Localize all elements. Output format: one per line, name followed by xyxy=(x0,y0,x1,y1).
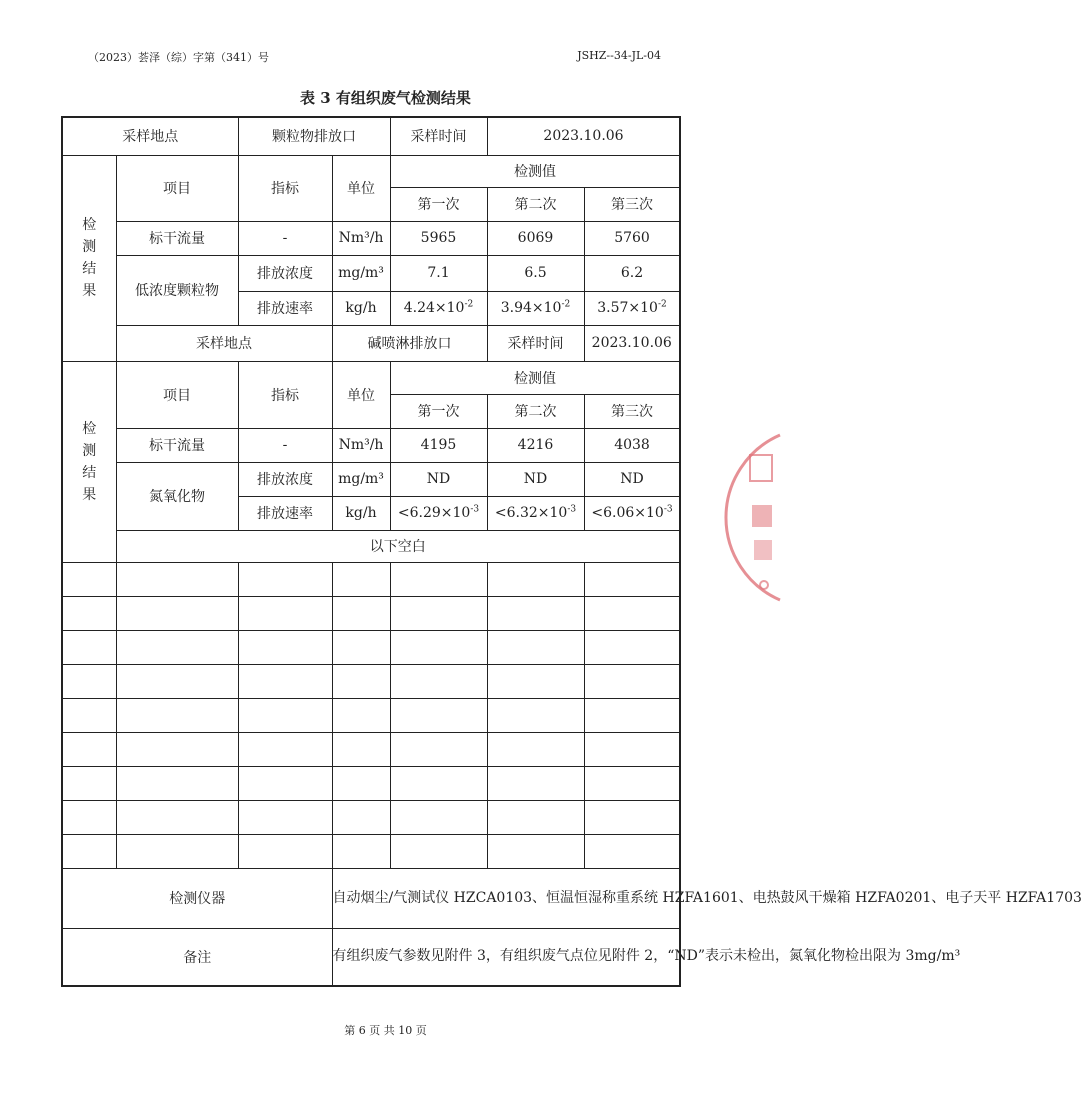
item-header: 项目 xyxy=(116,155,238,221)
test-value-header: 检测值 xyxy=(390,361,680,394)
flow-run1: 5965 xyxy=(390,221,487,255)
rate-run3 xyxy=(584,291,680,325)
pollutant-name: 低浓度颗粒物 xyxy=(116,255,238,325)
vertical-label-text: 检 测 结 果 xyxy=(82,420,97,503)
rate-exponent: -2 xyxy=(464,299,474,310)
instrument-text: 自动烟尘/气测试仪 HZCA0103、恒温恒湿称重系统 HZFA1601、电热鼓风干燥箱 HZFA0201、电子天平 HZFA1703 xyxy=(332,868,680,928)
conc-row xyxy=(62,255,680,291)
instrument-label: 检测仪器 xyxy=(62,868,332,928)
flow-run2: 4216 xyxy=(487,428,584,462)
empty-row xyxy=(62,766,680,800)
conc-unit: mg/m³ xyxy=(332,255,390,291)
conc-run3: ND xyxy=(584,462,680,496)
page-footer: 第 6 页 共 10 页 xyxy=(344,1024,427,1037)
run3-header: 第三次 xyxy=(584,187,680,221)
sampling-point-label: 采样地点 xyxy=(62,117,238,155)
document-code: JSHZ--34-JL-04 xyxy=(577,49,661,62)
sampling-time-label: 采样时间 xyxy=(487,325,584,361)
item-header: 项目 xyxy=(116,361,238,428)
remark-row xyxy=(62,928,680,986)
flow-label: 标干流量 xyxy=(116,221,238,255)
rate-mantissa: 3.94×10 xyxy=(500,300,562,316)
rate-exponent: -3 xyxy=(663,504,673,515)
rate-exponent: -3 xyxy=(470,504,480,515)
rate-unit: kg/h xyxy=(332,291,390,325)
run1-header: 第一次 xyxy=(390,394,487,428)
rate-mantissa: <6.29×10 xyxy=(397,505,471,521)
empty-row xyxy=(62,596,680,630)
conc-run1: ND xyxy=(390,462,487,496)
empty-row xyxy=(62,800,680,834)
unit-header: 单位 xyxy=(332,361,390,428)
flow-run3: 5760 xyxy=(584,221,680,255)
run1-header: 第一次 xyxy=(390,187,487,221)
test-result-label xyxy=(62,361,116,562)
rate-exponent: -2 xyxy=(657,299,667,310)
rate-label: 排放速率 xyxy=(238,291,332,325)
indicator-header: 指标 xyxy=(238,361,332,428)
report-number: （2023）荟泽（综）字第（341）号 xyxy=(88,51,269,64)
table-title: 表 3 有组织废气检测结果 xyxy=(300,89,471,107)
rate-mantissa: <6.06×10 xyxy=(591,505,664,521)
rate-run3 xyxy=(584,496,680,530)
rate-run1 xyxy=(390,496,487,530)
flow-unit: Nm³/h xyxy=(332,221,390,255)
flow-unit: Nm³/h xyxy=(332,428,390,462)
remark-text: 有组织废气参数见附件 3，有组织废气点位见附件 2，“ND”表示未检出，氮氧化物检出限为 3mg/m³ xyxy=(332,928,680,986)
sampling-point-value: 颗粒物排放口 xyxy=(238,117,390,155)
results-table xyxy=(61,116,1082,987)
flow-run2: 6069 xyxy=(487,221,584,255)
empty-row xyxy=(62,562,680,596)
instrument-row xyxy=(62,868,680,928)
rate-mantissa: 3.57×10 xyxy=(597,300,658,316)
rate-run2 xyxy=(487,496,584,530)
run2-header: 第二次 xyxy=(487,187,584,221)
remark-label: 备注 xyxy=(62,928,332,986)
rate-run2 xyxy=(487,291,584,325)
conc-label: 排放浓度 xyxy=(238,462,332,496)
sampling-point-value: 碱喷淋排放口 xyxy=(332,325,487,361)
flow-run3: 4038 xyxy=(584,428,680,462)
conc-label: 排放浓度 xyxy=(238,255,332,291)
pollutant-name: 氮氧化物 xyxy=(116,462,238,530)
blank-note: 以下空白 xyxy=(116,530,680,562)
sampling-time-label: 采样时间 xyxy=(390,117,487,155)
flow-indicator: - xyxy=(238,428,332,462)
conc-run3: 6.2 xyxy=(584,255,680,291)
sampling-time-value: 2023.10.06 xyxy=(487,117,680,155)
flow-row xyxy=(62,221,680,255)
run2-header: 第二次 xyxy=(487,394,584,428)
flow-run1: 4195 xyxy=(390,428,487,462)
run3-header: 第三次 xyxy=(584,394,680,428)
empty-row xyxy=(62,732,680,766)
rate-mantissa: 4.24×10 xyxy=(403,300,465,316)
conc-run1: 7.1 xyxy=(390,255,487,291)
rate-mantissa: <6.32×10 xyxy=(494,505,568,521)
flow-indicator: - xyxy=(238,221,332,255)
vertical-label-text: 检 测 结 果 xyxy=(82,217,97,299)
empty-row xyxy=(62,630,680,664)
seal-stamp-fragment xyxy=(742,435,782,600)
empty-row xyxy=(62,664,680,698)
sampling-point-label: 采样地点 xyxy=(116,325,332,361)
flow-row xyxy=(62,428,680,462)
section1-header-row xyxy=(62,117,680,155)
sampling-time-value: 2023.10.06 xyxy=(584,325,680,361)
test-result-label xyxy=(62,155,116,361)
test-value-header: 检测值 xyxy=(390,155,680,187)
blank-note-row xyxy=(62,530,680,562)
conc-unit: mg/m³ xyxy=(332,462,390,496)
rate-exponent: -3 xyxy=(567,504,577,515)
empty-row xyxy=(62,698,680,732)
indicator-header: 指标 xyxy=(238,155,332,221)
empty-row xyxy=(62,834,680,868)
rate-exponent: -2 xyxy=(561,299,571,310)
conc-row xyxy=(62,462,680,496)
conc-run2: ND xyxy=(487,462,584,496)
rate-label: 排放速率 xyxy=(238,496,332,530)
section2-header-row xyxy=(62,325,680,361)
unit-header: 单位 xyxy=(332,155,390,221)
rate-run1 xyxy=(390,291,487,325)
conc-run2: 6.5 xyxy=(487,255,584,291)
flow-label: 标干流量 xyxy=(116,428,238,462)
rate-unit: kg/h xyxy=(332,496,390,530)
